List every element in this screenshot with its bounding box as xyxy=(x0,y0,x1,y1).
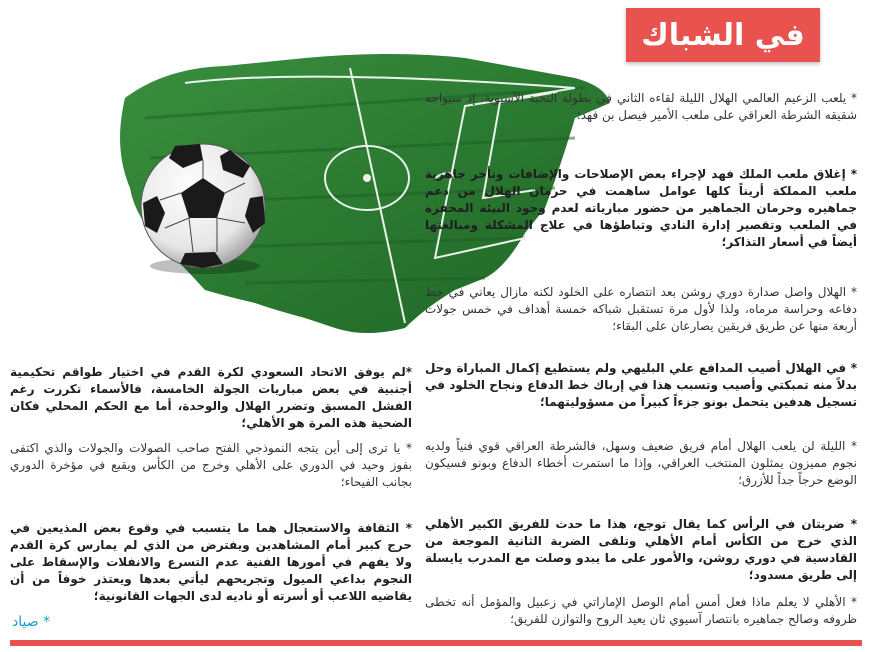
news-item: * ضربتان في الرأس كما يقال توجع، هذا ما حدث للفريق الكبير الأهلي الذي خرج من الكأس أمام الأهلي وتلقى الضربة الثانية الموجعة من القادسية في دوري روشن، والأمور على ما يبدو وصلت مع المدرب يايسلة إلى طريق مسدود؛ xyxy=(425,517,857,582)
news-item: * إغلاق ملعب الملك فهد لإجراء بعض الإصلاحات والإضافات وتأخر جاهزية ملعب المملكة أريناً كلها عوامل ساهمت في حرمان الهلال من دعم جماهيره وحرمان الجماهير من حضور مبارياته لعدم وجود البيئة المحفزة في الملعب وتقصير إدارة النادي وتباطؤها في علاج المشكلة ومبالغتها أيضاً في أسعار التذاكر؛ xyxy=(425,167,857,249)
news-item: *لم يوفق الاتحاد السعودي لكرة القدم في اختيار طواقم تحكيمية أجنبية في بعض مباريات الجولة الخامسة، فالأسماء تكررت رغم الفشل المسبق وتضرر الهلال والوحدة، أما مع الحكم المحلي فكان الضحية هذه المرة هو الأهلي؛ xyxy=(10,365,412,430)
author-credit: * صياد xyxy=(12,614,51,630)
column-title-box xyxy=(626,8,820,62)
news-item: * الأهلي لا يعلم ماذا فعل أمس أمام الوصل الإماراتي في زعبيل والمؤمل أنه تخطى ظروفه وصالح جماهيره بانتصار آسيوي ثان يعيد الروح والتوازن للفريق؛ xyxy=(425,595,857,626)
news-item: * يلعب الزعيم العالمي الهلال الليلة لقاءه الثاني في بطولة النخبة الآسيوية، إذ سيواجه شقيقه الشرطة العراقي على ملعب الأمير فيصل بن فهد؛ xyxy=(425,91,857,122)
news-item: * في الهلال أصيب المدافع علي البليهي ولم يستطيع إكمال المباراة وحل بدلاً منه تمبكتي وأصيب وتسبب هذا في إرباك خط الدفاع ونجاح الخلود في تسجيل هدفين يتحمل بونو جزءاً كبيراً من مسؤوليتهما؛ xyxy=(425,361,857,409)
column-title: في الشباك xyxy=(641,17,805,53)
news-item: * الهلال واصل صدارة دوري روشن بعد انتصاره على الخلود لكنه مازال يعاني في خط دفاعه وحراسة مرماه، ولذا لأول مرة تستقبل شباكه خمسة أهداف في خمس جولات أربعة منها عن طريق فريقين يصارعان على البقاء؛ xyxy=(425,285,857,333)
news-item: * الليلة لن يلعب الهلال أمام فريق ضعيف وسهل، فالشرطة العراقي قوي فنياً ولديه نجوم مميزون يمثلون المنتخب العراقي، وإذا ما استمرت أخطاء الدفاع وبونو فسيكون الوضع حرجاً جداً للأزرق؛ xyxy=(425,439,857,487)
news-item: * يا ترى إلى أين يتجه النموذجي الفتح صاحب الصولات والجولات والذي اكتفى بفوز وحيد في الدوري على الأهلي وخرج من الكأس ويقبع في مؤخرة الدوري بجانب الفيحاء؛ xyxy=(10,441,412,489)
news-item: * الثقافة والاستعجال هما ما يتسبب في وقوع بعض المذيعين في حرج كبير أمام المشاهدين ويفترض من الذي لم يمارس كرة القدم ولا يفهم في أمورها الفنية عدم التسرع والانفلات والإسقاط على النجوم بداعي الميول وتجريحهم ليأتي بعدها ويعتذر خوفاً من أن يقاضيه اللاعب أو أسرته أو ناديه لدى الجهات القانونية؛ xyxy=(10,521,412,603)
bottom-accent-rule xyxy=(10,640,862,646)
